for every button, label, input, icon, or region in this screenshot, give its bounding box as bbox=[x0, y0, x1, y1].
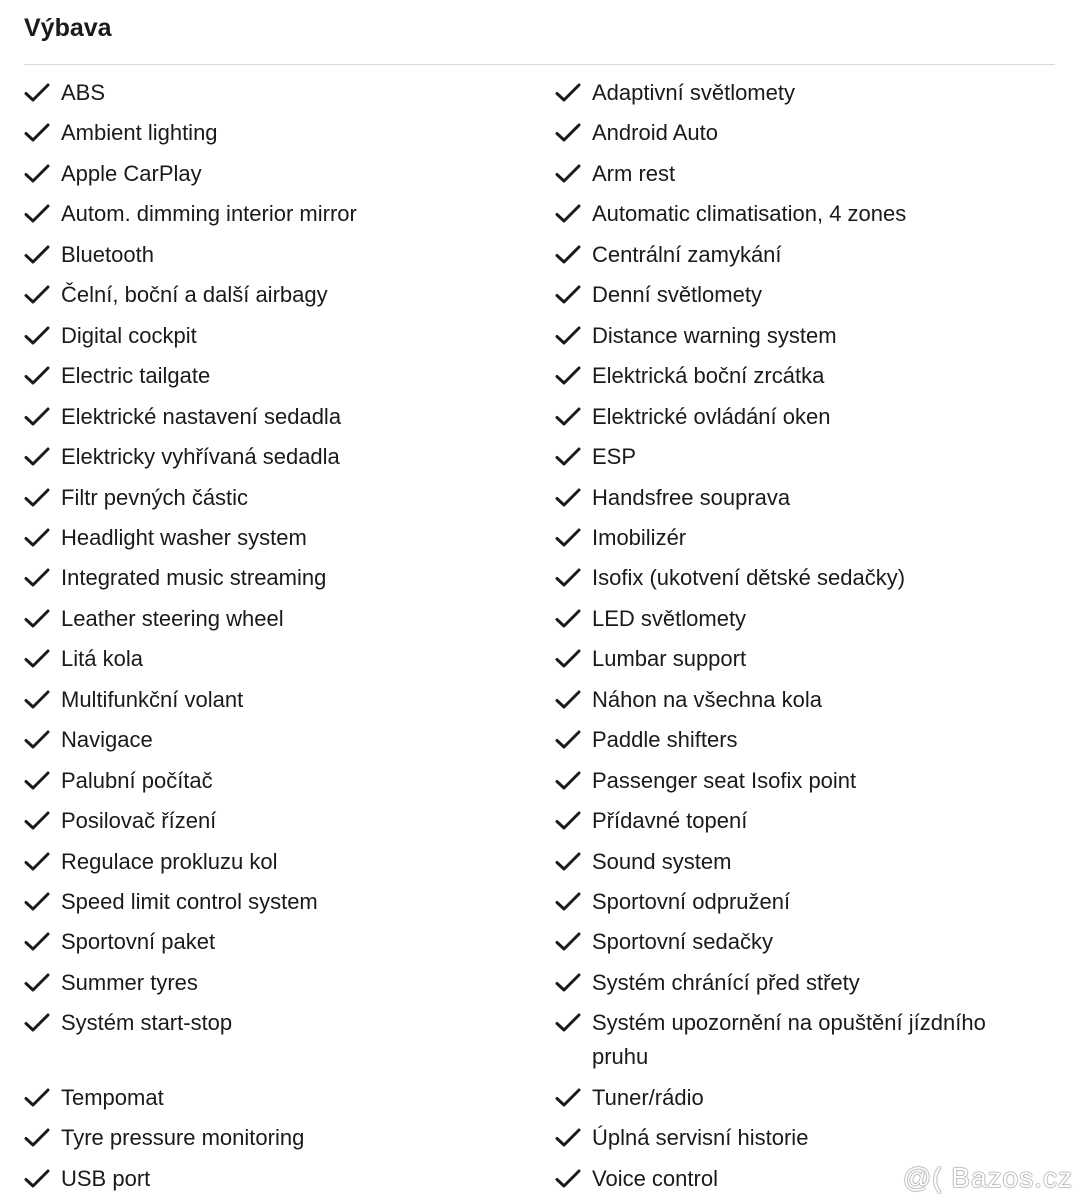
equipment-item-label: Sportovní sedačky bbox=[592, 929, 773, 954]
equipment-item-label: Navigace bbox=[61, 727, 153, 752]
check-icon bbox=[555, 1169, 581, 1189]
check-icon bbox=[555, 488, 581, 508]
check-icon bbox=[555, 932, 581, 952]
equipment-item-label: Imobilizér bbox=[592, 525, 687, 550]
equipment-item-label: Summer tyres bbox=[61, 970, 198, 995]
check-icon bbox=[24, 568, 50, 588]
check-icon bbox=[555, 892, 581, 912]
equipment-item-label: Distance warning system bbox=[592, 323, 837, 348]
check-icon bbox=[24, 1013, 50, 1033]
equipment-item-label: USB port bbox=[61, 1166, 151, 1191]
check-icon bbox=[555, 285, 581, 305]
check-icon bbox=[24, 892, 50, 912]
equipment-item-label: Speed limit control system bbox=[61, 889, 318, 914]
section-title: Výbava bbox=[24, 14, 112, 42]
check-icon bbox=[24, 164, 50, 184]
equipment-item-label: Litá kola bbox=[61, 646, 143, 671]
equipment-item-label: Electric tailgate bbox=[61, 363, 211, 388]
equipment-item-label: Passenger seat Isofix point bbox=[592, 768, 857, 793]
check-icon bbox=[555, 568, 581, 588]
equipment-item-label: Voice control bbox=[592, 1166, 718, 1191]
check-icon bbox=[555, 1088, 581, 1108]
check-icon bbox=[555, 609, 581, 629]
check-icon bbox=[555, 83, 581, 103]
equipment-item-label: Ambient lighting bbox=[61, 120, 218, 145]
check-icon bbox=[24, 83, 50, 103]
check-icon bbox=[555, 164, 581, 184]
equipment-item-label: Úplná servisní historie bbox=[592, 1125, 809, 1150]
equipment-item-label: Android Auto bbox=[592, 120, 718, 145]
equipment-item-label: Sportovní odpružení bbox=[592, 889, 791, 914]
check-icon bbox=[24, 609, 50, 629]
equipment-item-label: Lumbar support bbox=[592, 646, 747, 671]
equipment-item-label: Posilovač řízení bbox=[61, 808, 217, 833]
check-icon bbox=[555, 1128, 581, 1148]
equipment-item-label: Apple CarPlay bbox=[61, 161, 202, 186]
bazos-watermark: @( Bazos.cz bbox=[902, 1162, 1073, 1193]
equipment-item-label: Náhon na všechna kola bbox=[592, 687, 822, 712]
equipment-item-label: Sound system bbox=[592, 849, 732, 874]
check-icon bbox=[555, 204, 581, 224]
equipment-item-label: Regulace prokluzu kol bbox=[61, 849, 278, 874]
equipment-item-label: Isofix (ukotvení dětské sedačky) bbox=[592, 565, 906, 590]
check-icon bbox=[24, 366, 50, 386]
check-icon bbox=[24, 407, 50, 427]
check-icon bbox=[24, 771, 50, 791]
check-icon bbox=[24, 1128, 50, 1148]
check-icon bbox=[555, 528, 581, 548]
equipment-item-label: Arm rest bbox=[592, 161, 676, 186]
check-icon bbox=[24, 852, 50, 872]
equipment-item-label: Tyre pressure monitoring bbox=[61, 1125, 305, 1150]
check-icon bbox=[24, 690, 50, 710]
equipment-item-label: Paddle shifters bbox=[592, 727, 738, 752]
equipment-item-label: Systém start-stop bbox=[61, 1010, 233, 1035]
equipment-item-label: Headlight washer system bbox=[61, 525, 307, 550]
equipment-item-label: Leather steering wheel bbox=[61, 606, 284, 631]
check-icon bbox=[24, 811, 50, 831]
equipment-item-label: Centrální zamykání bbox=[592, 242, 782, 267]
check-icon bbox=[555, 973, 581, 993]
equipment-item-label: Systém chránící před střety bbox=[592, 970, 860, 995]
check-icon bbox=[555, 690, 581, 710]
check-icon bbox=[24, 1088, 50, 1108]
check-icon bbox=[555, 366, 581, 386]
check-icon bbox=[24, 730, 50, 750]
equipment-item-label: Multifunkční volant bbox=[61, 687, 244, 712]
check-icon bbox=[555, 1013, 581, 1033]
equipment-item-label: ESP bbox=[592, 444, 637, 469]
equipment-item-label: Palubní počítač bbox=[61, 768, 213, 793]
check-icon bbox=[555, 447, 581, 467]
equipment-item-label: Tuner/rádio bbox=[592, 1085, 704, 1110]
equipment-item-label: Elektrické ovládání oken bbox=[592, 404, 831, 429]
equipment-item-label: Denní světlomety bbox=[592, 282, 762, 307]
equipment-item-label: ABS bbox=[61, 80, 106, 105]
check-icon bbox=[24, 123, 50, 143]
check-icon bbox=[555, 245, 581, 265]
check-icon bbox=[24, 973, 50, 993]
equipment-item-label: Čelní, boční a další airbagy bbox=[61, 282, 328, 307]
check-icon bbox=[555, 326, 581, 346]
equipment-item-label: Integrated music streaming bbox=[61, 565, 327, 590]
equipment-item-label: Elektrické nastavení sedadla bbox=[61, 404, 342, 429]
equipment-item-label: Handsfree souprava bbox=[592, 485, 791, 510]
check-icon bbox=[24, 649, 50, 669]
check-icon bbox=[24, 528, 50, 548]
equipment-item-label: Tempomat bbox=[61, 1085, 164, 1110]
equipment-item-label: Elektrická boční zrcátka bbox=[592, 363, 825, 388]
check-icon bbox=[555, 649, 581, 669]
check-icon bbox=[555, 811, 581, 831]
check-icon bbox=[24, 204, 50, 224]
check-icon bbox=[24, 326, 50, 346]
equipment-item-label: Adaptivní světlomety bbox=[592, 80, 795, 105]
check-icon bbox=[24, 245, 50, 265]
check-icon bbox=[24, 488, 50, 508]
equipment-item-label: Digital cockpit bbox=[61, 323, 197, 348]
equipment-item-label: Sportovní paket bbox=[61, 929, 216, 954]
check-icon bbox=[555, 852, 581, 872]
check-icon bbox=[24, 447, 50, 467]
check-icon bbox=[24, 285, 50, 305]
check-icon bbox=[555, 771, 581, 791]
check-icon bbox=[24, 1169, 50, 1189]
equipment-item-label: Elektricky vyhřívaná sedadla bbox=[61, 444, 340, 469]
check-icon bbox=[555, 407, 581, 427]
equipment-item-label: Přídavné topení bbox=[592, 808, 748, 833]
check-icon bbox=[24, 932, 50, 952]
equipment-item-label: Bluetooth bbox=[61, 242, 154, 267]
equipment-item-label: Autom. dimming interior mirror bbox=[61, 201, 357, 226]
title-divider bbox=[24, 64, 1055, 65]
equipment-item-label: Filtr pevných částic bbox=[61, 485, 249, 510]
equipment-item-label: LED světlomety bbox=[592, 606, 747, 631]
check-icon bbox=[555, 730, 581, 750]
equipment-item-label: Systém upozornění na opuštění jízdního pruhu bbox=[592, 1010, 986, 1069]
check-icon bbox=[555, 123, 581, 143]
equipment-item-label: Automatic climatisation, 4 zones bbox=[592, 201, 907, 226]
